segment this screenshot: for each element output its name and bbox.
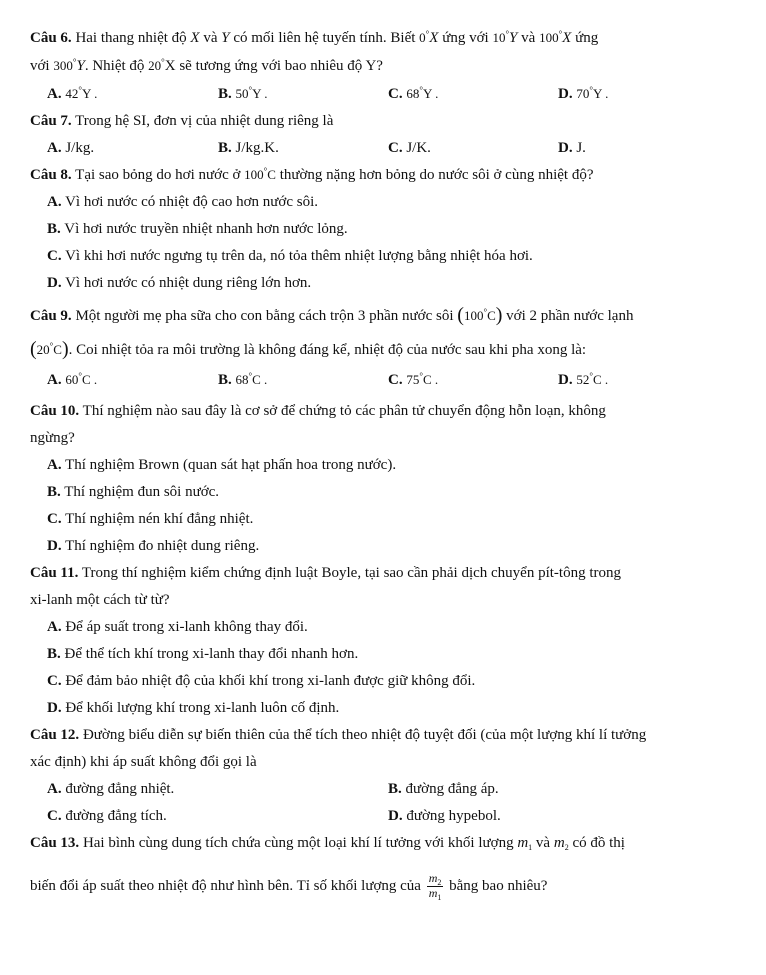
q7-option-a: A. J/kg.	[47, 140, 95, 156]
q7-option-b: B. J/kg.K.	[218, 140, 279, 156]
q10-option-d: D. Thí nghiệm đo nhiệt dung riêng.	[47, 538, 260, 554]
q11-option-a: A. Để áp suất trong xi-lanh không thay đổi.	[47, 619, 308, 635]
q8-option-b: B. Vì hơi nước truyền nhiệt nhanh hơn nước lỏng.	[47, 221, 348, 237]
q9-line2: (20°C). Coi nhiệt tỏa ra môi trường là không đáng kể, nhiệt độ của nước sau khi pha xong là:	[30, 338, 587, 360]
q12-option-a: A. đường đẳng nhiệt.	[47, 781, 175, 797]
q6-line1: Câu 6. Hai thang nhiệt độ X và Y có mối liên hệ tuyến tính. Biết 0°X ứng với 10°Y và 100°X ứng	[30, 29, 599, 46]
q6-option-d: D. 70°Y .	[558, 85, 609, 102]
q10-option-c: C. Thí nghiệm nén khí đẳng nhiệt.	[47, 511, 254, 527]
q11-option-b: B. Để thể tích khí trong xi-lanh thay đổi nhanh hơn.	[47, 646, 359, 662]
q11-number: Câu 11.	[30, 565, 79, 581]
q6-number: Câu 6.	[30, 30, 72, 46]
q12-option-b: B. đường đẳng áp.	[388, 781, 499, 797]
q7-option-c: C. J/K.	[388, 140, 431, 156]
q7-line1: Câu 7. Trong hệ SI, đơn vị của nhiệt dung riêng là	[30, 113, 334, 129]
q12-number: Câu 12.	[30, 727, 80, 743]
q11-line1: Câu 11. Trong thí nghiệm kiểm chứng định luật Boyle, tại sao cần phải dịch chuyển pít-tông trong	[30, 565, 622, 581]
q8-option-a: A. Vì hơi nước có nhiệt độ cao hơn nước sôi.	[47, 194, 319, 210]
q9-number: Câu 9.	[30, 308, 72, 324]
q8-option-c: C. Vì khi hơi nước ngưng tụ trên da, nó tỏa thêm nhiệt lượng bằng nhiệt hóa hơi.	[47, 248, 533, 264]
q6-option-b: B. 50°Y .	[218, 85, 268, 102]
q13-number: Câu 13.	[30, 835, 80, 851]
q10-option-a: A. Thí nghiệm Brown (quan sát hạt phấn hoa trong nước).	[47, 457, 397, 473]
q8-option-d: D. Vì hơi nước có nhiệt dung riêng lớn hơn.	[47, 275, 312, 291]
q9-option-b: B. 68°C .	[218, 371, 268, 388]
q13-line1: Câu 13. Hai bình cùng dung tích chứa cùng một loại khí lí tưởng với khối lượng $m_1$ và $m_2$ có đồ thị	[30, 835, 625, 852]
q6-option-c: C. 68°Y .	[388, 85, 439, 102]
q12-line1: Câu 12. Đường biểu diễn sự biến thiên của thể tích theo nhiệt độ tuyệt đối (của một lượng khí lí tưởng	[30, 727, 647, 743]
q10-number: Câu 10.	[30, 403, 80, 419]
q10-line2: ngừng?	[30, 430, 75, 446]
q7-number: Câu 7.	[30, 113, 72, 129]
q6-option-a: A. 42°Y .	[47, 85, 98, 102]
q13-line2: biến đổi áp suất theo nhiệt độ như hình bên. Tỉ số khối lượng của $\frac{m_2}{m_1}$ bằng bao nhiêu?	[30, 871, 548, 902]
q8-line1: Câu 8. Tại sao bỏng do hơi nước ở 100°C thường nặng hơn bỏng do nước sôi ở cùng nhiệt độ?	[30, 166, 594, 183]
q12-line2: xác định) khi áp suất không đổi gọi là	[30, 754, 257, 770]
q9-option-a: A. 60°C .	[47, 371, 98, 388]
q11-option-c: C. Để đảm bảo nhiệt độ của khối khí trong xi-lanh được giữ không đổi.	[47, 673, 476, 689]
q6-line2: với 300°Y. Nhiệt độ 20°X sẽ tương ứng với bao nhiêu độ Y?	[30, 57, 383, 74]
q10-line1: Câu 10. Thí nghiệm nào sau đây là cơ sở để chứng tỏ các phân tử chuyển động hỗn loạn, không	[30, 403, 606, 419]
q9-option-c: C. 75°C .	[388, 371, 439, 388]
q12-option-c: C. đường đẳng tích.	[47, 808, 167, 824]
q10-option-b: B. Thí nghiệm đun sôi nước.	[47, 484, 220, 500]
q7-option-d: D. J.	[558, 140, 586, 156]
q8-number: Câu 8.	[30, 167, 72, 183]
q11-option-d: D. Để khối lượng khí trong xi-lanh luôn cố định.	[47, 700, 340, 716]
q11-line2: xi-lanh một cách từ từ?	[30, 592, 170, 608]
mass-ratio-fraction: $\frac{m_2}{m_1}$	[428, 871, 442, 902]
q9-option-d: D. 52°C .	[558, 371, 609, 388]
q9-line1: Câu 9. Một người mẹ pha sữa cho con bằng cách trộn 3 phần nước sôi (100°C) với 2 phần nước lạnh	[30, 304, 634, 326]
q12-option-d: D. đường hypebol.	[388, 808, 501, 824]
